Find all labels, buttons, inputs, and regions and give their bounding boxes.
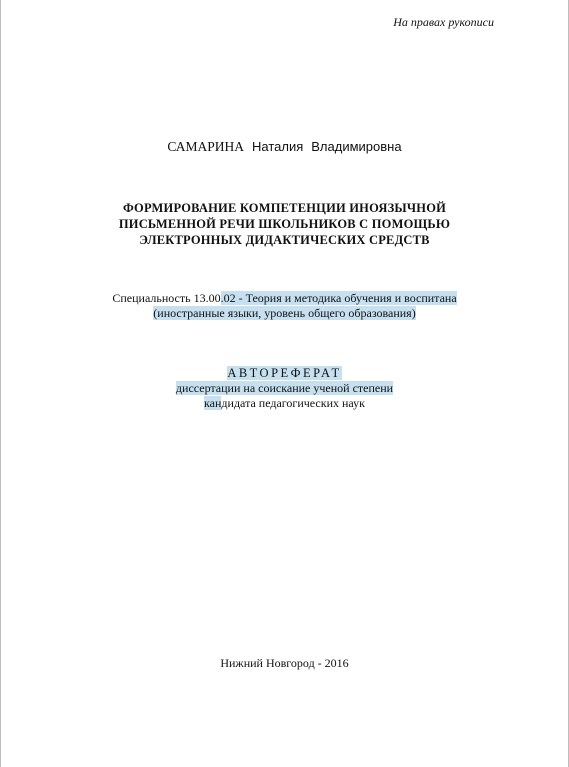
specialty-line-1 [1, 291, 568, 306]
specialty-prefix: Специальность 13.00 [112, 291, 221, 305]
abstract-line-1: диссертации на соискание ученой степени [175, 381, 394, 395]
abstract-block [1, 366, 568, 411]
dissertation-title [1, 200, 568, 248]
specialty-line-2: (иностранные языки, уровень общего образования) [153, 306, 416, 320]
rights-notice: На правах рукописи [393, 15, 494, 29]
author-name [1, 139, 568, 155]
abstract-line-2 [1, 396, 568, 411]
abstract-line-2-rest: дидата педагогических наук [221, 396, 365, 410]
abstract-line-2-selected: кан [204, 396, 222, 410]
author-given-name: Наталия [252, 139, 304, 154]
title-line-3: ЭЛЕКТРОННЫХ ДИДАКТИЧЕСКИХ СРЕДСТВ [139, 233, 430, 247]
specialty-code-selected: .02 - Теория и методика обучения и воспитана [220, 291, 457, 305]
title-line-1: ФОРМИРОВАНИЕ КОМПЕТЕНЦИИ ИНОЯЗЫЧНОЙ [122, 201, 447, 215]
city-year: Нижний Новгород - 2016 [220, 656, 349, 670]
abstract-heading: АВТОРЕФЕРАТ [227, 366, 342, 380]
title-line-2: ПИСЬМЕННОЙ РЕЧИ ШКОЛЬНИКОВ С ПОМОЩЬЮ [118, 217, 451, 231]
specialty-block [1, 291, 568, 321]
author-surname: САМАРИНА [167, 139, 244, 154]
author-patronymic: Владимировна [311, 139, 402, 154]
